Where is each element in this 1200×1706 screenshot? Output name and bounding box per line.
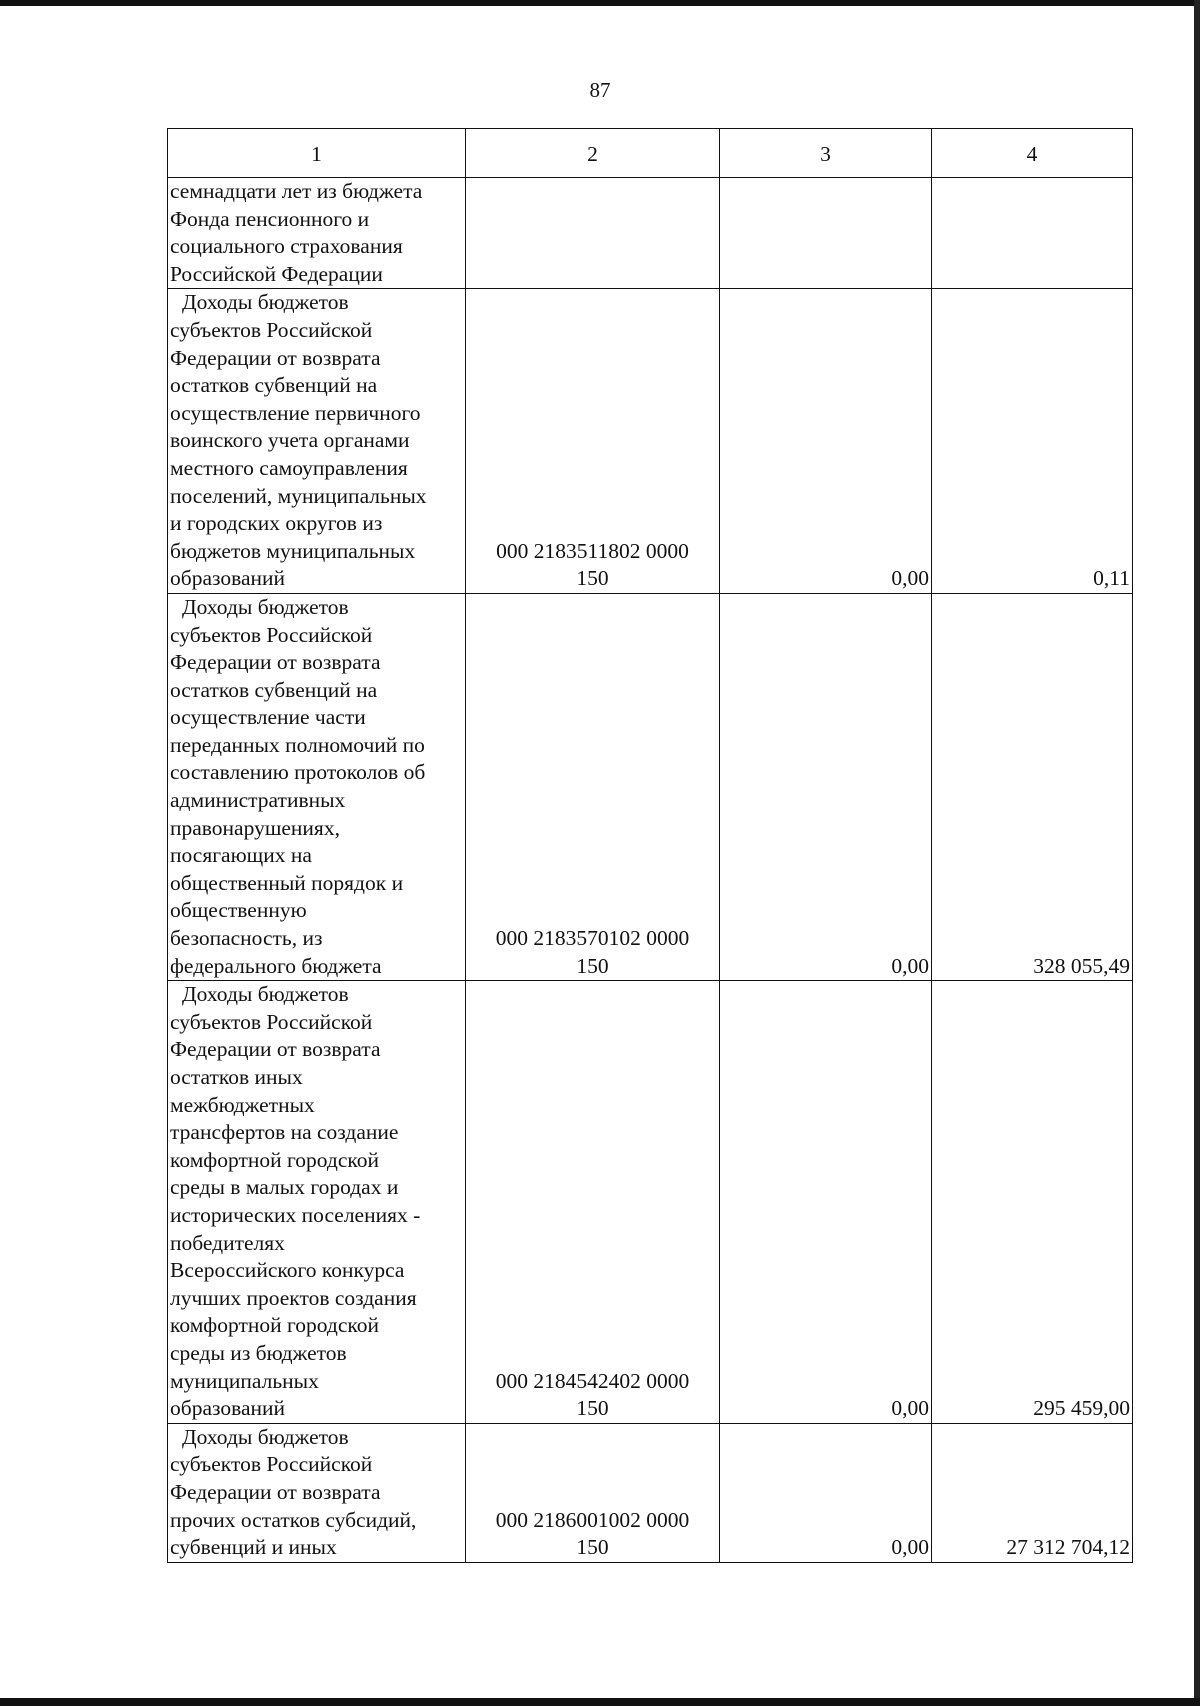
revenue-name-line: субъектов Российской (170, 1452, 373, 1477)
column-4-value (932, 178, 1133, 289)
revenue-name-line: безопасность, из (170, 926, 323, 951)
budget-code-line: 150 (576, 953, 609, 978)
column-4-value: 295 459,00 (932, 981, 1133, 1424)
revenue-name-line: административных (170, 788, 346, 813)
revenue-name-line: остатков субвенций на (170, 373, 378, 398)
budget-code-cell (466, 178, 720, 289)
revenue-name-line: общественную (170, 898, 307, 923)
budget-code-line: 000 2186001002 0000 (495, 1507, 690, 1532)
column-4-value: 0,11 (932, 289, 1133, 594)
revenue-name-line: осуществление части (170, 705, 366, 730)
page-number: 87 (589, 78, 611, 102)
column-header-1: 1 (168, 129, 466, 178)
budget-code-line: 000 2183511802 0000 (496, 538, 689, 563)
revenue-name-line: комфортной городской (170, 1313, 379, 1338)
table-row (168, 289, 1133, 594)
revenue-name-line: Доходы бюджетов (182, 982, 349, 1007)
revenue-name-line: посягающих на (170, 843, 312, 868)
scan-right-border (1194, 0, 1200, 1706)
revenue-name-line: правонарушениях, (170, 815, 340, 840)
table-body (168, 129, 1133, 1563)
revenue-name-cell (168, 289, 466, 594)
revenue-name-line: составлению протоколов об (170, 760, 426, 785)
revenue-name-line: Федерации от возврата (170, 650, 381, 675)
column-3-value (720, 178, 932, 289)
budget-code-line: 150 (576, 1535, 609, 1560)
revenue-name-line: прочих остатков субсидий, (170, 1507, 417, 1532)
revenue-name-line: субъектов Российской (170, 317, 373, 342)
revenue-name-line: и городских округов из (170, 511, 383, 536)
revenue-name-line: бюджетов муниципальных (170, 538, 416, 563)
revenue-name-cell (168, 593, 466, 980)
revenue-name-line: исторических поселениях - (170, 1202, 421, 1227)
revenue-name-line: Федерации от возврата (170, 1037, 381, 1062)
revenue-name-line: среды в малых городах и (170, 1175, 399, 1200)
revenue-name-line: Федерации от возврата (170, 345, 381, 370)
column-3-value: 0,00 (720, 981, 932, 1424)
revenue-name-line: победителях (170, 1230, 285, 1255)
column-4-value: 27 312 704,12 (932, 1423, 1133, 1562)
revenue-name-line: Фонда пенсионного и (170, 206, 370, 231)
revenue-name-line: переданных полномочий по (170, 732, 425, 757)
table-row (168, 178, 1133, 289)
revenue-name-line: лучших проектов создания (170, 1285, 417, 1310)
revenue-name-line: Всероссийского конкурса (170, 1258, 405, 1283)
revenue-name-line: осуществление первичного (170, 400, 421, 425)
revenue-name-line: субъектов Российской (170, 1009, 373, 1034)
revenue-name-line: остатков субвенций на (170, 677, 378, 702)
revenue-name-line: семнадцати лет из бюджета (170, 179, 423, 203)
table-header-row (168, 129, 1133, 178)
table-row (168, 1423, 1133, 1562)
column-header-4: 4 (932, 129, 1133, 178)
budget-code-cell (466, 593, 720, 980)
revenue-name-line: Доходы бюджетов (182, 594, 349, 619)
column-3-value: 0,00 (720, 289, 932, 594)
revenue-name-cell (168, 178, 466, 289)
table-row (168, 981, 1133, 1424)
column-header-3: 3 (720, 129, 932, 178)
scan-top-border (0, 0, 1200, 6)
budget-code-line: 000 2184542402 0000 (495, 1368, 690, 1393)
revenue-name-line: остатков иных (170, 1065, 303, 1089)
scan-bottom-border (0, 1698, 1200, 1706)
revenue-name-line: местного самоуправления (170, 455, 408, 480)
revenue-name-line: Доходы бюджетов (182, 290, 349, 315)
revenue-name-line: межбюджетных (170, 1092, 315, 1117)
budget-code-line: 150 (576, 1396, 609, 1421)
revenue-name-line: образований (170, 1396, 286, 1421)
revenue-name-line: воинского учета органами (170, 428, 410, 453)
revenue-name-line: среды из бюджетов (170, 1340, 347, 1365)
revenue-name-cell (168, 1423, 466, 1562)
budget-code-cell (466, 981, 720, 1424)
budget-code-cell (466, 1423, 720, 1562)
revenue-name-line: Российской Федерации (170, 261, 383, 286)
revenue-name-line: общественный порядок и (170, 870, 404, 895)
column-4-value: 328 055,49 (932, 593, 1133, 980)
column-header-2: 2 (466, 129, 720, 178)
table-row (168, 593, 1133, 980)
budget-code-cell (466, 289, 720, 594)
revenue-table (167, 128, 1133, 1563)
budget-code-line: 150 (576, 566, 609, 591)
budget-code-line: 000 2183570102 0000 (495, 926, 690, 951)
revenue-name-line: поселений, муниципальных (170, 483, 427, 508)
revenue-name-line: Федерации от возврата (170, 1479, 381, 1504)
revenue-name-line: федерального бюджета (170, 953, 382, 978)
revenue-name-line: образований (170, 566, 286, 591)
revenue-name-line: субъектов Российской (170, 622, 373, 647)
column-3-value: 0,00 (720, 593, 932, 980)
revenue-name-line: муниципальных (170, 1368, 319, 1393)
revenue-name-line: Доходы бюджетов (182, 1424, 349, 1449)
revenue-name-line: комфортной городской (170, 1147, 379, 1172)
revenue-name-cell (168, 981, 466, 1424)
revenue-name-line: субвенций и иных (170, 1535, 337, 1560)
revenue-name-line: трансфертов на создание (170, 1120, 399, 1145)
column-3-value: 0,00 (720, 1423, 932, 1562)
revenue-name-line: социального страхования (170, 234, 403, 259)
